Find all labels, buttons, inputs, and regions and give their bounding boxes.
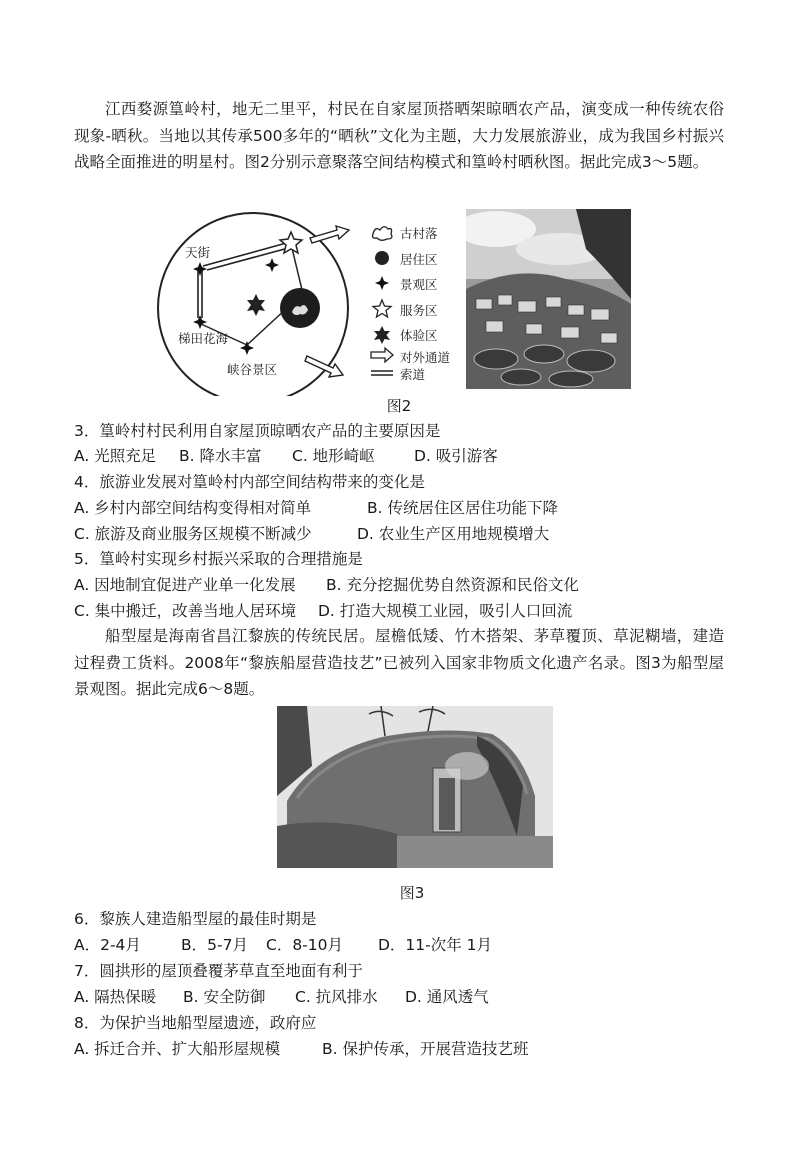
option-7b[interactable]: B. 安全防御 <box>183 988 266 1006</box>
option-6b[interactable]: B．5-7月 <box>181 936 248 954</box>
legend-label: 索道 <box>400 367 426 382</box>
option-6d[interactable]: D．11-次年 1月 <box>378 936 493 954</box>
question-5-stem: 5．篁岭村实现乡村振兴采取的合理措施是 <box>74 550 363 568</box>
option-7a[interactable]: A. 隔热保暖 <box>74 988 157 1006</box>
experience-area-icon <box>374 326 390 344</box>
option-8b[interactable]: B. 保护传承，开展营造技艺班 <box>322 1040 529 1058</box>
question-6-stem: 6．黎族人建造船型屋的最佳时期是 <box>74 910 317 928</box>
external-passage-icon <box>305 356 343 377</box>
boat-house-photo <box>277 706 553 868</box>
scenic-area-icon <box>375 276 389 290</box>
question-7-options <box>74 984 734 1010</box>
option-5d[interactable]: D. 打造大规模工业园，吸引人口回流 <box>318 602 573 620</box>
residential-area-icon <box>375 251 389 265</box>
legend-label: 居住区 <box>400 252 438 267</box>
question-3-options <box>74 443 734 469</box>
option-6c[interactable]: C．8-10月 <box>266 936 344 954</box>
legend-icons <box>369 222 395 392</box>
question-5-options-row1 <box>74 572 734 598</box>
village-drying-photo <box>466 209 631 389</box>
option-8a[interactable]: A. 拆迁合并、扩大船形屋规模 <box>74 1040 281 1058</box>
option-5b[interactable]: B. 充分挖掘优势自然资源和民俗文化 <box>326 576 579 594</box>
scenic-area-icon <box>193 315 207 329</box>
question-8-stem: 8．为保护当地船型屋遗迹，政府应 <box>74 1014 317 1032</box>
question-7-stem: 7．圆拱形的屋顶叠覆茅草直至地面有利于 <box>74 962 363 980</box>
question-6-options <box>74 932 734 958</box>
option-4c[interactable]: C. 旅游及商业服务区规模不断减少 <box>74 525 312 543</box>
figure-2-caption: 图2 <box>386 397 412 415</box>
question-5-options-row2 <box>74 598 734 624</box>
question-3-stem: 3．篁岭村村民利用自家屋顶晾晒农产品的主要原因是 <box>74 422 441 440</box>
option-5c[interactable]: C. 集中搬迁，改善当地人居环境 <box>74 602 297 620</box>
label-titian: 梯田花海 <box>178 331 229 346</box>
option-3b[interactable]: B. 降水丰富 <box>179 447 262 465</box>
label-tianjie: 天街 <box>185 245 211 260</box>
option-6a[interactable]: A．2-4月 <box>74 936 141 954</box>
option-4b[interactable]: B. 传统居住区居住功能下降 <box>367 499 558 517</box>
figure-2-legend <box>369 222 469 392</box>
label-xiagu: 峡谷景区 <box>227 362 278 377</box>
service-area-icon <box>373 300 391 317</box>
scenic-area-icon <box>193 262 207 276</box>
option-7d[interactable]: D. 通风透气 <box>405 988 489 1006</box>
option-4d[interactable]: D. 农业生产区用地规模增大 <box>357 525 550 543</box>
option-5a[interactable]: A. 因地制宜促进产业单一化发展 <box>74 576 296 594</box>
legend-label: 服务区 <box>400 303 438 318</box>
legend-label: 古村落 <box>400 226 438 241</box>
question-4-stem: 4．旅游业发展对篁岭村内部空间结构带来的变化是 <box>74 473 425 491</box>
option-7c[interactable]: C. 抗风排水 <box>295 988 378 1006</box>
external-passage-icon <box>371 348 393 362</box>
old-village-icon <box>373 227 392 241</box>
legend-label: 体验区 <box>400 328 438 343</box>
option-3d[interactable]: D. 吸引游客 <box>414 447 498 465</box>
question-4-options-row1 <box>74 495 734 521</box>
option-4a[interactable]: A. 乡村内部空间结构变得相对简单 <box>74 499 312 517</box>
intro-paragraph-2: 船型屋是海南省昌江黎族的传统民居。屋檐低矮、竹木搭架、茅草覆顶、草泥糊墙，建造过程费工货料。2008年“黎族船屋营造技艺”已被列入国家非物质文化遗产名录。图3为船型屋景观图。据此完成6～8题。 <box>74 627 724 698</box>
legend-label: 景观区 <box>400 277 438 292</box>
figure-2-diagram <box>155 208 465 396</box>
experience-area-icon <box>247 294 265 316</box>
question-8-options <box>74 1036 734 1062</box>
question-4-options-row2 <box>74 521 734 547</box>
option-3c[interactable]: C. 地形崎岖 <box>292 447 375 465</box>
option-3a[interactable]: A. 光照充足 <box>74 447 157 465</box>
legend-label: 对外通道 <box>400 350 451 365</box>
external-passage-icon <box>310 226 349 243</box>
figure-3-caption: 图3 <box>399 884 425 902</box>
scenic-area-icon <box>265 258 279 272</box>
intro-paragraph-1: 江西婺源篁岭村，地无二里平，村民在自家屋顶搭晒架晾晒农产品，演变成一种传统农俗现象-晒秋。当地以其传承500多年的“晒秋”文化为主题，大力发展旅游业，成为我国乡村振兴战略全面推进的明星村。图2分别示意聚落空间结构模式和篁岭村晒秋图。据此完成3～5题。 <box>74 100 724 171</box>
